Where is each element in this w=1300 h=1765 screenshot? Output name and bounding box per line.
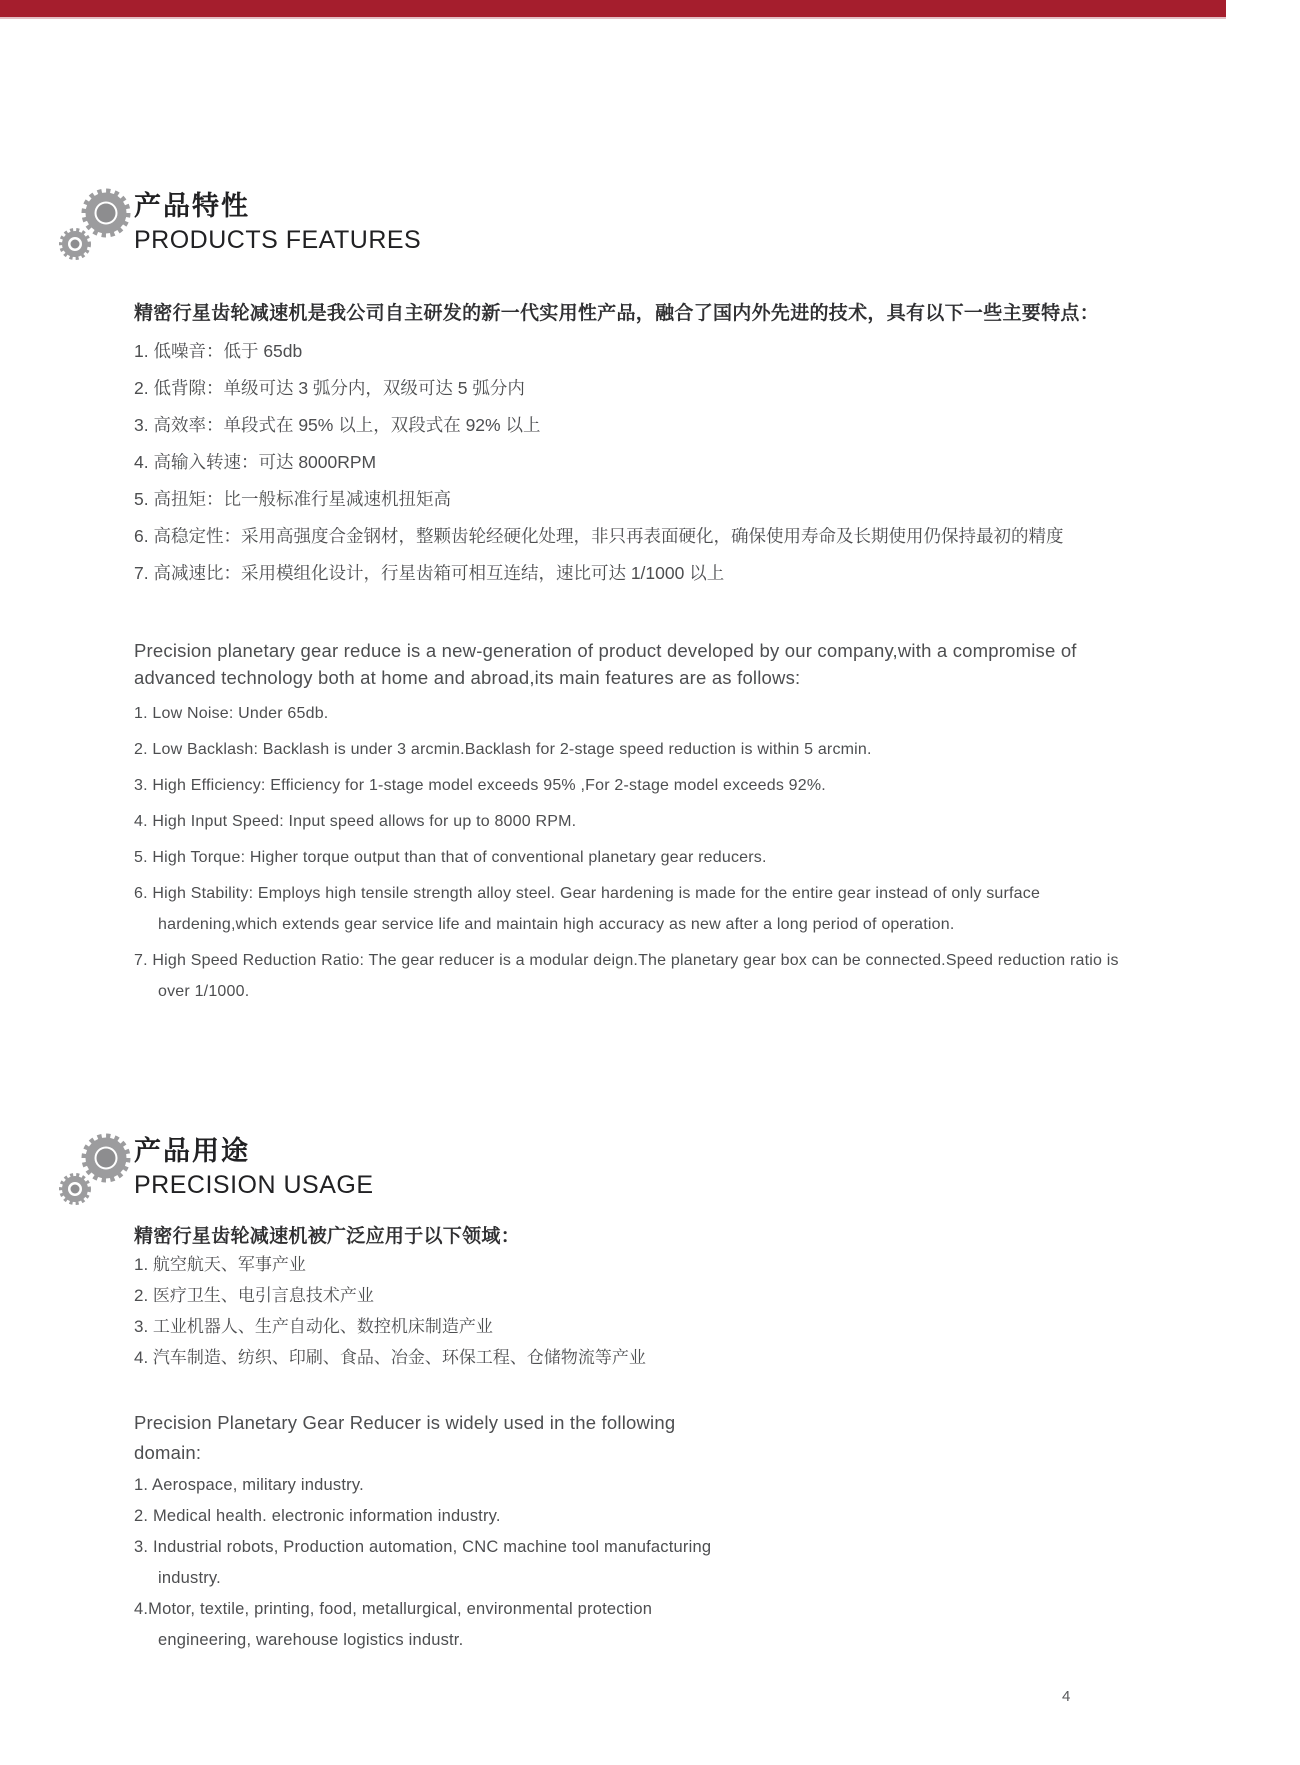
feature-item-en bbox=[134, 842, 1294, 873]
feature-item-en bbox=[134, 806, 1294, 837]
gears-icon bbox=[58, 186, 132, 266]
usage-item-cn: 3. 工业机器人、生产自动化、数控机床制造产业 bbox=[134, 1317, 493, 1336]
usage-item-cn: 1. 航空航天、军事产业 bbox=[134, 1255, 306, 1274]
usage-intro-en-line: domain: bbox=[134, 1442, 202, 1463]
feature-item-en-line: 3. High Efficiency: Efficiency for 1-stage model exceeds 95% ,For 2-stage model exceeds 92%. bbox=[134, 777, 826, 794]
usage-title-en: PRECISION USAGE bbox=[134, 1171, 374, 1199]
page-number: 4 bbox=[1062, 1688, 1071, 1705]
feature-item-cn: 1. 低噪音：低于 65db bbox=[134, 341, 303, 361]
features-intro-en-line: advanced technology both at home and abroad,its main features are as follows: bbox=[134, 667, 801, 688]
feature-item-en-line: over 1/1000. bbox=[158, 983, 250, 1000]
usage-title-cn: 产品用途 bbox=[134, 1136, 250, 1166]
features-intro-en bbox=[134, 637, 1077, 691]
feature-item-cn: 5. 高扭矩：比一般标准行星减速机扭矩高 bbox=[134, 489, 451, 509]
feature-item-en bbox=[134, 945, 1294, 1007]
gears-icon-svg bbox=[58, 186, 132, 266]
features-title-cn: 产品特性 bbox=[134, 191, 250, 221]
features-intro-cn: 精密行星齿轮减速机是我公司自主研发的新一代实用性产品，融合了国内外先进的技术，具有以下一些主要特点： bbox=[134, 303, 1100, 324]
features-list-cn bbox=[134, 333, 1063, 592]
usage-item-en-line: engineering, warehouse logistics industr. bbox=[158, 1631, 464, 1649]
usage-intro-en bbox=[134, 1408, 675, 1468]
feature-item-en bbox=[134, 770, 1294, 801]
usage-item-en-line: 1. Aerospace, military industry. bbox=[134, 1476, 364, 1494]
usage-item-en-line: 3. Industrial robots, Production automation, CNC machine tool manufacturing bbox=[134, 1538, 712, 1556]
gears-icon-svg bbox=[58, 1131, 132, 1211]
usage-item-en-line: 2. Medical health. electronic information industry. bbox=[134, 1507, 501, 1525]
features-list-en bbox=[134, 698, 1294, 1012]
feature-item-cn: 2. 低背隙：单级可达 3 弧分内，双级可达 5 弧分内 bbox=[134, 378, 525, 398]
features-section-header bbox=[58, 186, 421, 266]
usage-item-en-line: 4.Motor, textile, printing, food, metallurgical, environmental protection bbox=[134, 1600, 653, 1618]
usage-intro-cn: 精密行星齿轮减速机被广泛应用于以下领域： bbox=[134, 1226, 521, 1247]
usage-item-cn: 4. 汽车制造、纺织、印刷、食品、冶金、环保工程、仓储物流等产业 bbox=[134, 1348, 646, 1367]
feature-item-en-line: 1. Low Noise: Under 65db. bbox=[134, 705, 329, 722]
usage-section-titles bbox=[134, 1131, 374, 1200]
top-accent-bar bbox=[0, 0, 1226, 19]
features-intro-en-line: Precision planetary gear reduce is a new-generation of product developed by our company,with a compromise of bbox=[134, 640, 1077, 661]
feature-item-cn: 6. 高稳定性：采用高强度合金钢材，整颗齿轮经硬化处理，非只再表面硬化，确保使用寿命及长期使用仍保持最初的精度 bbox=[134, 526, 1064, 546]
usage-section-header bbox=[58, 1131, 374, 1211]
feature-item-cn: 3. 高效率：单段式在 95% 以上，双段式在 92% 以上 bbox=[134, 415, 541, 435]
usage-item-en-line: industry. bbox=[158, 1569, 221, 1587]
usage-intro-en-line: Precision Planetary Gear Reducer is widely used in the following bbox=[134, 1412, 676, 1433]
feature-item-en-line: 6. High Stability: Employs high tensile strength alloy steel. Gear hardening is made for the entire gear instead of only surface bbox=[134, 885, 1041, 902]
feature-item-en-line: 7. High Speed Reduction Ratio: The gear reducer is a modular deign.The planetary gear box can be connected.Speed reduction ratio is bbox=[134, 952, 1119, 969]
feature-item-cn: 7. 高减速比：采用模组化设计，行星齿箱可相互连结，速比可达 1/1000 以上 bbox=[134, 563, 725, 583]
feature-item-en bbox=[134, 698, 1294, 729]
feature-item-cn: 4. 高输入转速：可达 8000RPM bbox=[134, 452, 377, 472]
feature-item-en bbox=[134, 878, 1294, 940]
features-title-en: PRODUCTS FEATURES bbox=[134, 226, 422, 254]
feature-item-en-line: 5. High Torque: Higher torque output than that of conventional planetary gear reducers. bbox=[134, 849, 767, 866]
usage-list-cn bbox=[134, 1249, 646, 1373]
gears-icon bbox=[58, 1131, 132, 1211]
feature-item-en-line: 2. Low Backlash: Backlash is under 3 arcmin.Backlash for 2-stage speed reduction is within 5 arcmin. bbox=[134, 741, 872, 758]
usage-item-cn: 2. 医疗卫生、电引言息技术产业 bbox=[134, 1286, 374, 1305]
feature-item-en bbox=[134, 734, 1294, 765]
features-section-titles bbox=[134, 186, 421, 255]
feature-item-en-line: 4. High Input Speed: Input speed allows for up to 8000 RPM. bbox=[134, 813, 577, 830]
usage-list-en bbox=[134, 1470, 711, 1656]
feature-item-en-line: hardening,which extends gear service life and maintain high accuracy as new after a long period of operation. bbox=[158, 916, 955, 933]
